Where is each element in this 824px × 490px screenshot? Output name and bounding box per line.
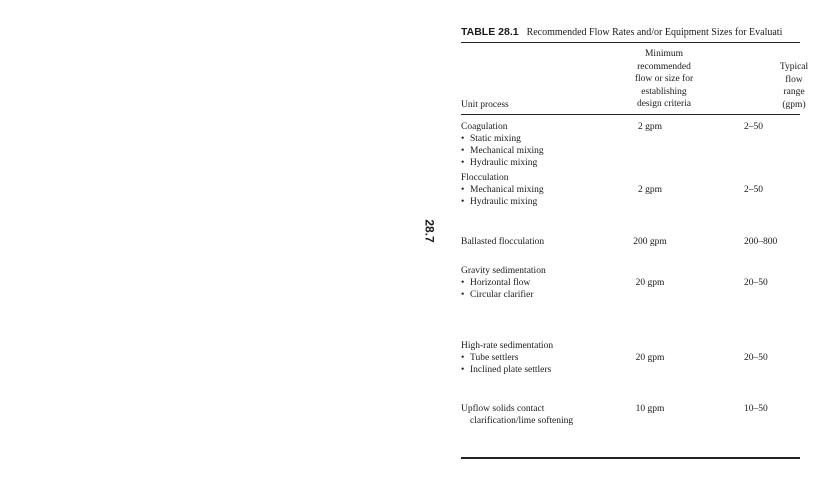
table-row: [461, 172, 544, 208]
header-minimum-line: establishing: [641, 86, 687, 97]
row-typical: 20–50: [744, 278, 768, 288]
row-item: • Hydraulic mixing: [461, 157, 544, 169]
row-typical: 200–800: [744, 237, 778, 247]
row-process: Upflow solids contact: [461, 404, 545, 414]
row-process-continued: clarification/lime softening: [470, 416, 574, 426]
header-typical-line: (gpm): [782, 99, 806, 110]
header-minimum-line: flow or size for: [634, 74, 694, 84]
row-minimum: 20 gpm: [635, 278, 665, 288]
row-process: Coagulation: [461, 122, 508, 132]
row-item: • Circular clarifier: [461, 289, 546, 301]
row-minimum: 20 gpm: [635, 353, 665, 363]
header-typical-line: flow: [785, 74, 803, 85]
table-row: [461, 340, 553, 376]
bottom-rule: [461, 457, 800, 459]
row-item: • Mechanical mixing: [461, 184, 544, 196]
header-minimum: [604, 48, 724, 111]
row-typical: 2–50: [744, 122, 763, 132]
row-typical: 2–50: [744, 185, 763, 195]
table-title: [461, 26, 782, 38]
header-minimum-line: Minimum: [644, 49, 683, 59]
page-number: 28.7: [422, 219, 437, 243]
top-rule: [461, 42, 800, 43]
row-minimum: 2 gpm: [637, 185, 662, 195]
table-caption: Recommended Flow Rates and/or Equipment Sizes for Evaluati: [526, 27, 783, 38]
header-typical: [764, 61, 824, 111]
row-process: Ballasted flocculation: [461, 237, 545, 247]
row-item: • Tube settlers: [461, 352, 553, 364]
row-typical: 10–50: [744, 404, 768, 414]
header-typical-line: range: [783, 87, 805, 97]
header-typical-line: Typical: [779, 62, 809, 72]
header-rule: [461, 114, 800, 115]
row-minimum: 2 gpm: [637, 122, 662, 132]
row-minimum: 10 gpm: [635, 404, 665, 414]
table-row: [461, 265, 546, 301]
row-item: • Inclined plate settlers: [461, 364, 553, 376]
row-item: • Horizontal flow: [461, 277, 546, 289]
table-row: [461, 403, 573, 427]
row-item: • Mechanical mixing: [461, 145, 544, 157]
header-minimum-line: design criteria: [636, 99, 692, 109]
row-item: • Static mixing: [461, 133, 544, 145]
header-unit-process: Unit process: [461, 100, 509, 110]
row-process: High-rate sedimentation: [461, 341, 554, 351]
row-process: Flocculation: [461, 173, 509, 183]
row-item: • Hydraulic mixing: [461, 196, 544, 208]
header-minimum-line: recommended: [637, 61, 691, 72]
row-process: Gravity sedimentation: [461, 266, 546, 276]
row-typical: 20–50: [744, 353, 768, 363]
table-label: TABLE 28.1: [461, 26, 519, 38]
table-row: [461, 121, 544, 169]
row-minimum: 200 gpm: [633, 237, 667, 247]
